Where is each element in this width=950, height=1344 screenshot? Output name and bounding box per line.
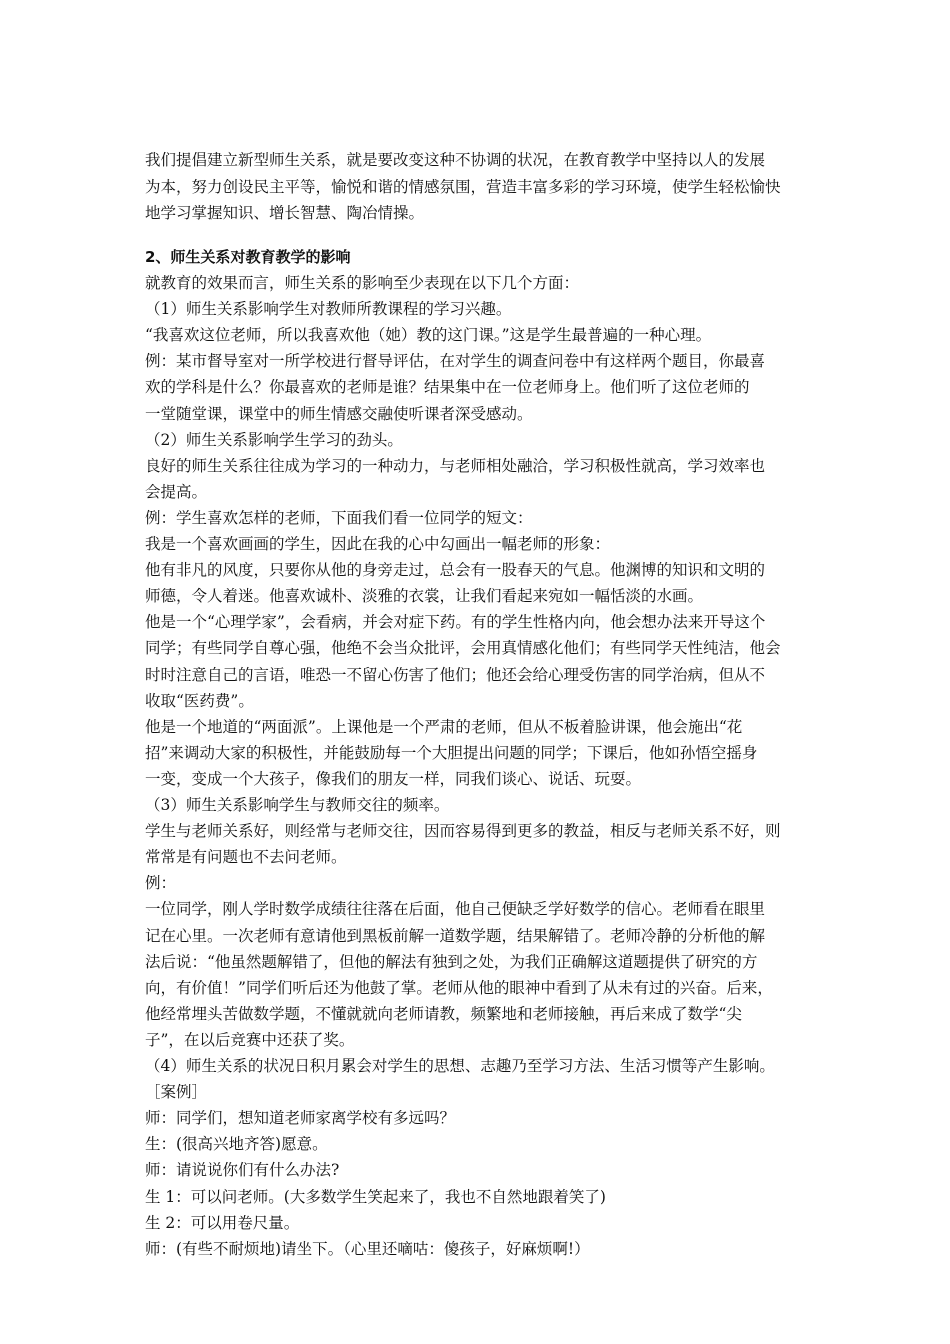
section-line: （2）师生关系影响学生学习的劲头。 xyxy=(145,430,403,449)
section-line: 常常是有问题也不去问老师。 xyxy=(145,848,347,867)
section-line: 招”来调动大家的积极性，并能鼓励每一个大胆提出问题的同学；下课后，他如孙悟空摇身 xyxy=(145,743,758,762)
section-line: 欢的学科是什么？你最喜欢的老师是谁？结果集中在一位老师身上。他们听了这位老师的 xyxy=(145,378,750,397)
section-line: 师：同学们，想知道老师家离学校有多远吗？ xyxy=(145,1109,456,1128)
intro-line: 地学习掌握知识、增长智慧、陶冶情操。 xyxy=(145,204,425,222)
section-line: 例：学生喜欢怎样的老师，下面我们看一位同学的短文： xyxy=(145,508,533,527)
section-line: 他经常埋头苦做数学题，不懂就就向老师请教，频繁地和老师接触，再后来成了数学“尖 xyxy=(145,1004,742,1023)
section-line: 师德，令人着迷。他喜欢诚朴、淡雅的衣裳，让我们看起来宛如一幅恬淡的水画。 xyxy=(145,587,704,606)
section-line: （1）师生关系影响学生对教师所教课程的学习兴趣。 xyxy=(145,300,512,319)
section-line: 一堂随堂课，课堂中的师生情感交融使听课者深受感动。 xyxy=(145,404,533,423)
section-line: 向，有价值！”同学们听后还为他鼓了掌。老师从他的眼神中看到了从未有过的兴奋。后来， xyxy=(145,978,773,997)
section-line: 法后说：“他虽然题解错了，但他的解法有独到之处，为我们正确解这道题提供了研究的方 xyxy=(145,952,758,971)
section-line: 师：请说说你们有什么办法? xyxy=(145,1161,340,1180)
section-line: 一变，变成一个大孩子，像我们的朋友一样，同我们谈心、说话、玩耍。 xyxy=(145,769,642,788)
section-line: 生 2：可以用卷尺量。 xyxy=(145,1213,300,1232)
section-line: 生 1：可以问老师。(大多数学生笑起来了，我也不自然地跟着笑了) xyxy=(145,1187,606,1206)
section-line: 一位同学，刚人学时数学成绩往往落在后面，他自己便缺乏学好数学的信心。老师看在眼里 xyxy=(145,900,766,919)
section-line: 时时注意自己的言语，唯恐一不留心伤害了他们；他还会给心理受伤害的同学治病，但从不 xyxy=(145,665,766,684)
section-line: 他有非凡的风度，只要你从他的身旁走过，总会有一股春天的气息。他渊博的知识和文明的 xyxy=(145,561,766,580)
section-line: 例： xyxy=(145,874,177,893)
section-line: 记在心里。一次老师有意请他到黑板前解一道数学题，结果解错了。老师冷静的分析他的解 xyxy=(145,926,766,945)
section-line: 例：某市督导室对一所学校进行督导评估，在对学生的调查问卷中有这样两个题目，你最喜 xyxy=(145,352,766,371)
section-line: 我是一个喜欢画画的学生，因此在我的心中勾画出一幅老师的形象： xyxy=(145,535,611,553)
section-line: 就教育的效果而言，师生关系的影响至少表现在以下几个方面： xyxy=(145,274,580,292)
section-line: 他是一个“心理学家”，会看病，并会对症下药。有的学生性格内向，他会想办法来开导这个 xyxy=(145,613,766,632)
section-line: 师：(有些不耐烦地)请坐下。（心里还嘀咕：傻孩子，好麻烦啊!） xyxy=(145,1239,590,1258)
section-line: 同学；有些同学自尊心强，他绝不会当众批评，会用真情感化他们；有些同学天性纯洁，他会 xyxy=(145,639,781,658)
section-line: 生：(很高兴地齐答)愿意。 xyxy=(145,1135,328,1154)
section-line: ［案例］ xyxy=(145,1083,208,1102)
intro-line: 为本，努力创设民主平等，愉悦和谐的情感氛围，营造丰富多彩的学习环境，使学生轻松愉快 xyxy=(145,177,781,196)
section-line: 学生与老师关系好，则经常与老师交往，因而容易得到更多的教益，相反与老师关系不好，则 xyxy=(145,822,781,841)
section-heading: 2、师生关系对教育教学的影响 xyxy=(145,248,351,266)
section-line: 会提高。 xyxy=(145,482,208,501)
section-line: 收取“医药费”。 xyxy=(145,691,254,710)
section-line: 良好的师生关系往往成为学习的一种动力，与老师相处融洽，学习积极性就高，学习效率也 xyxy=(145,456,766,475)
document-page xyxy=(145,0,810,1344)
section-line: 他是一个地道的“两面派”。上课他是一个严肃的老师，但从不板着脸讲课，他会施出“花 xyxy=(145,717,743,736)
section-line: “我喜欢这位老师，所以我喜欢他（她）教的这门课。”这是学生最普遍的一种心理。 xyxy=(145,326,712,345)
intro-line: 我们提倡建立新型师生关系，就是要改变这种不协调的状况，在教育教学中坚持以人的发展 xyxy=(145,151,766,169)
section-line: 子”，在以后竞赛中还获了奖。 xyxy=(145,1030,355,1049)
section-line: （4）师生关系的状况日积月累会对学生的思想、志趣乃至学习方法、生活习惯等产生影响。 xyxy=(145,1057,775,1075)
section-line: （3）师生关系影响学生与教师交往的频率。 xyxy=(145,796,450,814)
